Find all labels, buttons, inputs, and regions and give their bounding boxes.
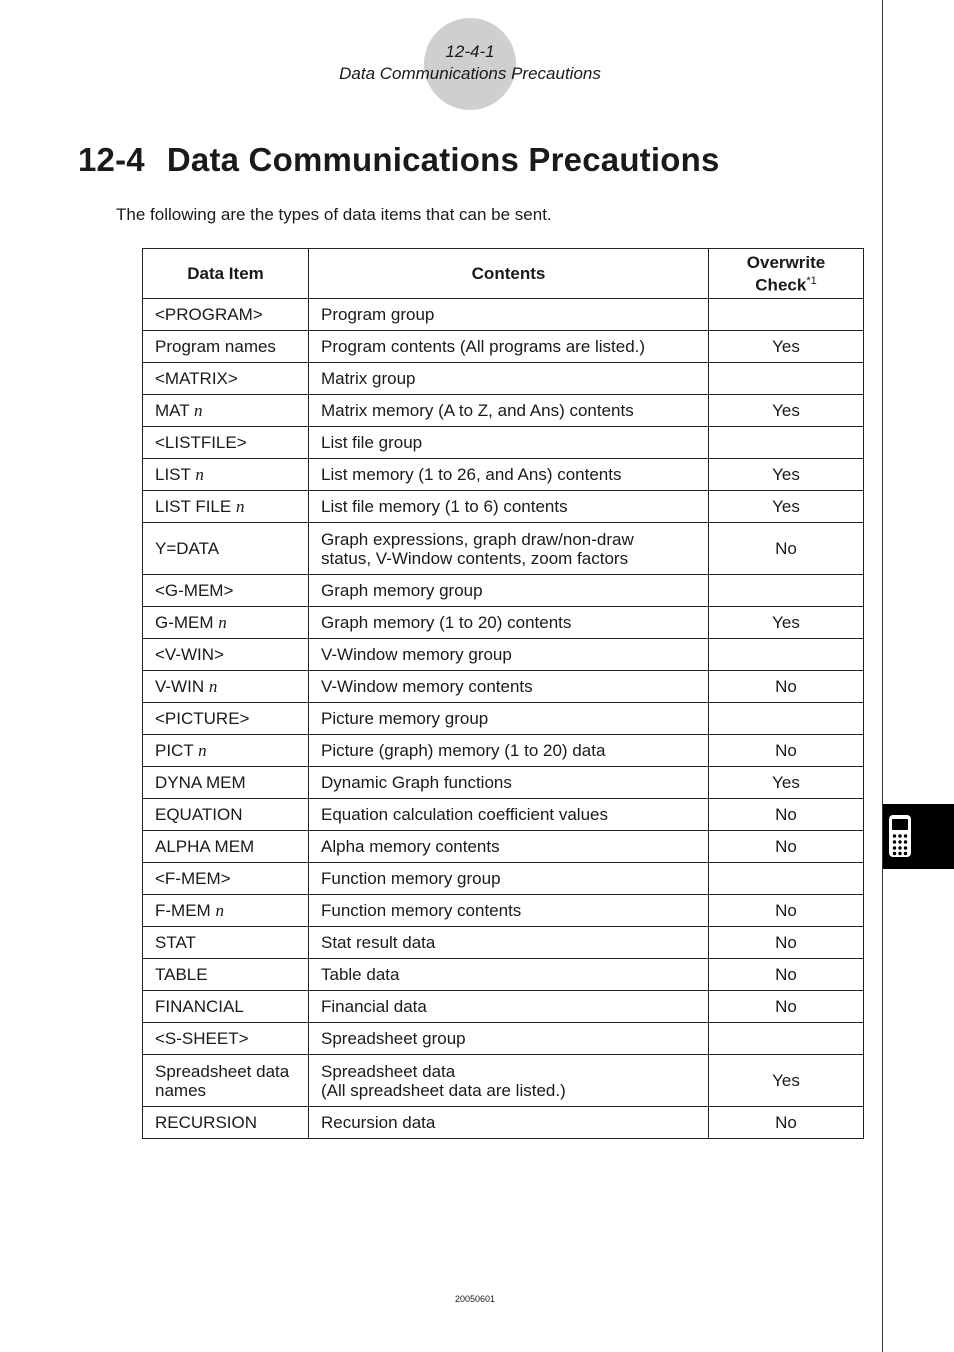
cell-data-item xyxy=(143,1107,309,1139)
footnote-mark: *1 xyxy=(806,274,817,287)
cell-overwrite-check: Yes xyxy=(709,607,864,639)
contents-text: List file group xyxy=(321,433,423,452)
header-data-item: Data Item xyxy=(143,249,309,299)
contents-text: Stat result data xyxy=(321,933,436,952)
contents-text: Recursion data xyxy=(321,1113,436,1132)
contents-text: V-Window memory group xyxy=(321,645,512,664)
table-row xyxy=(143,1023,864,1055)
cell-contents xyxy=(309,299,709,331)
table-row xyxy=(143,607,864,639)
cell-overwrite-check: No xyxy=(709,927,864,959)
cell-data-item xyxy=(143,895,309,927)
cell-overwrite-check: No xyxy=(709,895,864,927)
table-row xyxy=(143,671,864,703)
table-row xyxy=(143,863,864,895)
data-item-label: STAT xyxy=(155,933,196,952)
contents-text: Graph memory (1 to 20) contents xyxy=(321,613,572,632)
data-item-label: <V-WIN> xyxy=(155,645,224,664)
data-item-label: <LISTFILE> xyxy=(155,433,247,452)
table-row xyxy=(143,1055,864,1107)
data-item-label: F-MEM xyxy=(155,901,216,920)
data-item-label: <PROGRAM> xyxy=(155,305,263,324)
table-row xyxy=(143,427,864,459)
cell-contents xyxy=(309,863,709,895)
cell-overwrite-check: No xyxy=(709,959,864,991)
cell-contents xyxy=(309,363,709,395)
cell-data-item xyxy=(143,863,309,895)
contents-text: Dynamic Graph functions xyxy=(321,773,512,792)
cell-contents xyxy=(309,799,709,831)
contents-text: Equation calculation coefficient values xyxy=(321,805,608,824)
data-item-label: EQUATION xyxy=(155,805,243,824)
data-item-variable: n xyxy=(195,465,204,484)
data-item-label: DYNA MEM xyxy=(155,773,246,792)
cell-data-item xyxy=(143,671,309,703)
data-item-label: <S-SHEET> xyxy=(155,1029,249,1048)
cell-overwrite-check xyxy=(709,427,864,459)
cell-contents xyxy=(309,331,709,363)
contents-text: Table data xyxy=(321,965,400,984)
table-row xyxy=(143,299,864,331)
cell-data-item xyxy=(143,703,309,735)
table-row xyxy=(143,927,864,959)
data-item-label: FINANCIAL xyxy=(155,997,244,1016)
cell-data-item xyxy=(143,767,309,799)
cell-contents xyxy=(309,895,709,927)
cell-overwrite-check: Yes xyxy=(709,459,864,491)
data-item-variable: n xyxy=(194,401,203,420)
cell-data-item xyxy=(143,1023,309,1055)
cell-contents xyxy=(309,767,709,799)
contents-text: Spreadsheet group xyxy=(321,1029,466,1048)
data-item-variable: n xyxy=(198,741,207,760)
table-row xyxy=(143,767,864,799)
table-header-row xyxy=(143,249,864,299)
contents-text: Function memory group xyxy=(321,869,501,888)
chapter-number: 12-4 xyxy=(78,141,145,178)
right-margin-rule xyxy=(882,0,883,1352)
contents-text: Financial data xyxy=(321,997,427,1016)
table-row xyxy=(143,491,864,523)
cell-contents xyxy=(309,959,709,991)
cell-contents xyxy=(309,927,709,959)
contents-text: Program contents (All programs are listed.) xyxy=(321,337,646,356)
cell-data-item xyxy=(143,331,309,363)
cell-overwrite-check xyxy=(709,863,864,895)
cell-contents xyxy=(309,1023,709,1055)
data-item-variable: n xyxy=(215,901,224,920)
cell-overwrite-check: Yes xyxy=(709,767,864,799)
cell-overwrite-check: No xyxy=(709,1107,864,1139)
data-item-label: <F-MEM> xyxy=(155,869,231,888)
page-number: 12-4-1 xyxy=(445,42,495,61)
header-overwrite-line1: Overwrite xyxy=(746,252,826,272)
data-item-variable: n xyxy=(208,677,218,696)
chapter-heading xyxy=(78,141,720,179)
cell-data-item xyxy=(143,991,309,1023)
contents-text: Graph expressions, graph draw/non-draw status, V-Window contents, zoom factors xyxy=(321,529,634,568)
cell-overwrite-check xyxy=(709,575,864,607)
table-row xyxy=(143,459,864,491)
cell-contents xyxy=(309,1055,709,1107)
table-row xyxy=(143,523,864,575)
contents-text: Function memory contents xyxy=(321,901,522,920)
cell-overwrite-check: Yes xyxy=(709,1055,864,1107)
cell-overwrite-check: No xyxy=(709,671,864,703)
cell-overwrite-check: Yes xyxy=(709,331,864,363)
table-row xyxy=(143,703,864,735)
cell-contents xyxy=(309,671,709,703)
calculator-icon xyxy=(888,814,912,858)
data-item-label: TABLE xyxy=(155,965,208,984)
data-item-label: ALPHA MEM xyxy=(155,837,255,856)
data-item-label: Program names xyxy=(155,337,276,356)
cell-data-item xyxy=(143,363,309,395)
cell-contents xyxy=(309,427,709,459)
cell-overwrite-check: Yes xyxy=(709,491,864,523)
cell-contents xyxy=(309,523,709,575)
data-item-label: <G-MEM> xyxy=(155,581,234,600)
data-item-label: G-MEM xyxy=(155,613,219,632)
contents-text: V-Window memory contents xyxy=(321,677,533,696)
table-row xyxy=(143,639,864,671)
table-row xyxy=(143,959,864,991)
cell-contents xyxy=(309,831,709,863)
data-item-label: PICT xyxy=(155,741,199,760)
cell-overwrite-check: No xyxy=(709,523,864,575)
cell-overwrite-check: No xyxy=(709,991,864,1023)
cell-contents xyxy=(309,735,709,767)
data-item-label: <MATRIX> xyxy=(155,369,238,388)
cell-data-item xyxy=(143,1055,309,1107)
table-row xyxy=(143,799,864,831)
cell-data-item xyxy=(143,395,309,427)
cell-data-item xyxy=(143,831,309,863)
contents-text: Picture (graph) memory (1 to 20) data xyxy=(321,741,606,760)
cell-overwrite-check xyxy=(709,299,864,331)
cell-contents xyxy=(309,991,709,1023)
table-row xyxy=(143,991,864,1023)
table-body xyxy=(143,299,864,1139)
cell-overwrite-check xyxy=(709,1023,864,1055)
cell-data-item xyxy=(143,575,309,607)
data-item-label: LIST xyxy=(155,465,196,484)
cell-overwrite-check: Yes xyxy=(709,395,864,427)
header-overwrite-check xyxy=(709,249,864,299)
table-row xyxy=(143,895,864,927)
chapter-title: Data Communications Precautions xyxy=(166,141,720,178)
data-item-variable: n xyxy=(218,613,227,632)
data-items-table xyxy=(142,248,864,1139)
running-title: Data Communications Precautions xyxy=(339,64,601,83)
data-item-label: LIST FILE xyxy=(155,497,236,516)
data-item-label: <PICTURE> xyxy=(155,709,250,728)
cell-overwrite-check xyxy=(709,639,864,671)
data-item-label: MAT xyxy=(155,401,195,420)
table-row xyxy=(143,735,864,767)
cell-overwrite-check xyxy=(709,703,864,735)
cell-data-item xyxy=(143,427,309,459)
cell-contents xyxy=(309,575,709,607)
cell-overwrite-check: No xyxy=(709,799,864,831)
header-contents: Contents xyxy=(309,249,709,299)
cell-data-item xyxy=(143,959,309,991)
table-row xyxy=(143,575,864,607)
table-row xyxy=(143,331,864,363)
cell-overwrite-check: No xyxy=(709,735,864,767)
cell-contents xyxy=(309,459,709,491)
cell-contents xyxy=(309,395,709,427)
cell-contents xyxy=(309,1107,709,1139)
contents-text: Picture memory group xyxy=(321,709,489,728)
data-item-label: RECURSION xyxy=(155,1113,258,1132)
contents-text: List memory (1 to 26, and Ans) contents xyxy=(321,465,622,484)
header-overwrite-line2: Check xyxy=(755,275,807,295)
cell-data-item xyxy=(143,299,309,331)
contents-text: Alpha memory contents xyxy=(321,837,500,856)
footer-code: 20050601 xyxy=(454,1294,496,1304)
contents-text: Program group xyxy=(321,305,435,324)
table-row xyxy=(143,363,864,395)
data-item-variable: n xyxy=(235,497,245,516)
cell-data-item xyxy=(143,523,309,575)
intro-text: The following are the types of data items that can be sent. xyxy=(116,205,552,224)
cell-data-item xyxy=(143,459,309,491)
cell-data-item xyxy=(143,735,309,767)
cell-contents xyxy=(309,639,709,671)
cell-data-item xyxy=(143,799,309,831)
data-item-label: Spreadsheet data names xyxy=(155,1061,290,1100)
table-row xyxy=(143,831,864,863)
cell-overwrite-check: No xyxy=(709,831,864,863)
cell-data-item xyxy=(143,639,309,671)
contents-text: Spreadsheet data (All spreadsheet data are listed.) xyxy=(321,1061,566,1100)
cell-contents xyxy=(309,703,709,735)
data-item-label: V-WIN xyxy=(155,677,209,696)
cell-contents xyxy=(309,607,709,639)
table-row xyxy=(143,1107,864,1139)
cell-data-item xyxy=(143,607,309,639)
contents-text: List file memory (1 to 6) contents xyxy=(321,497,568,516)
cell-data-item xyxy=(143,491,309,523)
cell-data-item xyxy=(143,927,309,959)
contents-text: Matrix memory (A to Z, and Ans) contents xyxy=(321,401,634,420)
data-item-label: Y=DATA xyxy=(155,539,220,558)
contents-text: Graph memory group xyxy=(321,581,483,600)
cell-contents xyxy=(309,491,709,523)
table-row xyxy=(143,395,864,427)
cell-overwrite-check xyxy=(709,363,864,395)
contents-text: Matrix group xyxy=(321,369,416,388)
